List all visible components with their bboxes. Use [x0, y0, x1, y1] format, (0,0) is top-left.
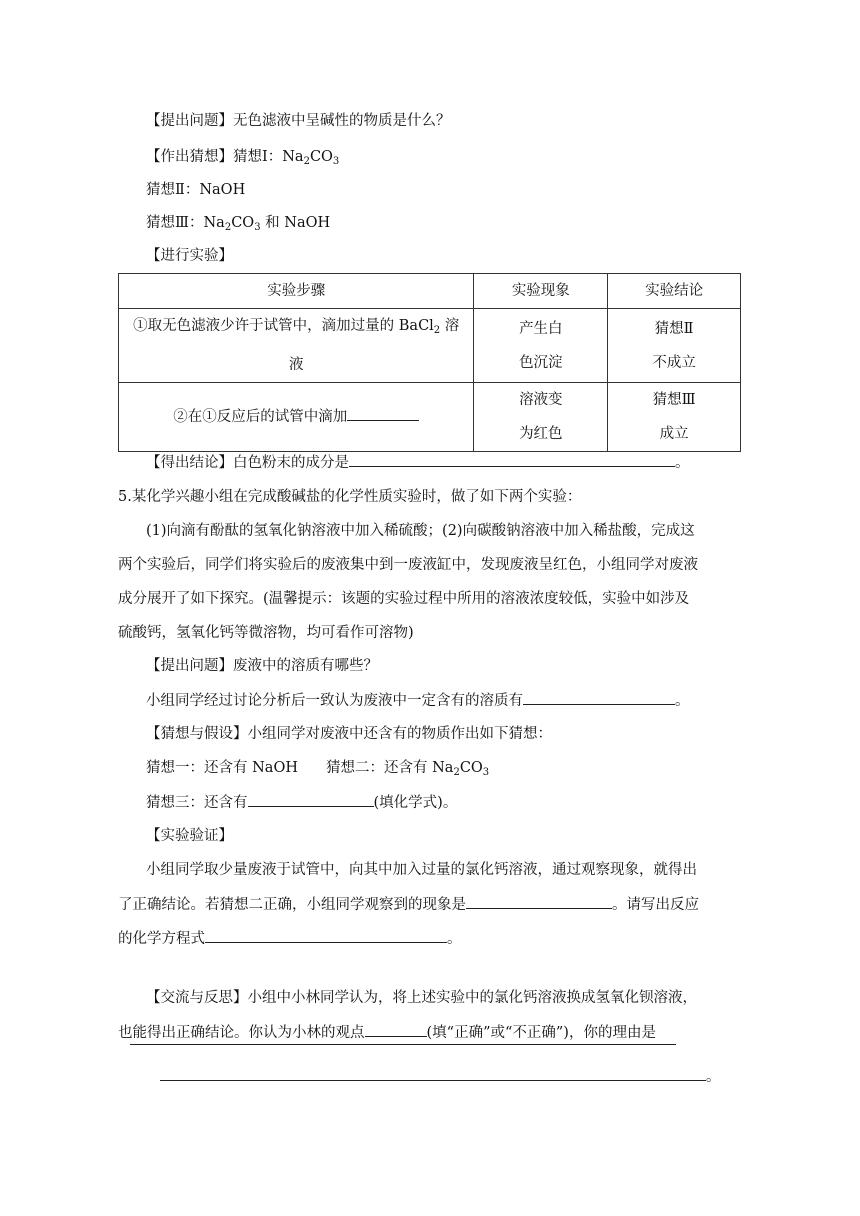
- answer-blank[interactable]: [523, 690, 675, 705]
- conclusion-label: 【得出结论】: [146, 455, 233, 471]
- final-answer-line: 。: [160, 1066, 721, 1087]
- table-row: [119, 383, 741, 452]
- conclusion-line: 【得出结论】白色粉末的成分是 。: [146, 452, 690, 473]
- guess-3: 猜想三：还含有 (填化学式)。: [146, 792, 457, 813]
- experiment-table: [118, 273, 741, 452]
- verify-label: 【实验验证】: [146, 828, 233, 844]
- header-conclusion: 实验结论: [608, 274, 741, 309]
- answer-blank[interactable]: [205, 928, 447, 943]
- question-label: 【提出问题】: [146, 113, 233, 129]
- answer-blank[interactable]: [248, 792, 374, 807]
- answer-blank[interactable]: [347, 406, 419, 421]
- header-step: 实验步骤: [119, 274, 474, 309]
- answer-blank[interactable]: [160, 1066, 706, 1081]
- row2-phenomenon: 溶液变 为红色: [474, 383, 608, 452]
- q5-line-4: 成分展开了如下探究。(温馨提示：该题的实验过程中所用的溶液浓度较低，实验中如涉及: [118, 591, 690, 607]
- answer-line[interactable]: [130, 1044, 676, 1045]
- q5-line-2: (1)向滴有酚酞的氢氧化钠溶液中加入稀硫酸；(2)向碳酸钠溶液中加入稀盐酸，完成这: [146, 523, 695, 539]
- q5-line-3: 两个实验后，同学们将实验后的废液集中到一废液缸中，发现废液呈红色，小组同学对废液: [118, 557, 698, 573]
- hypothesis-2: 猜想Ⅱ：NaOH: [146, 182, 246, 198]
- table-row: [119, 309, 741, 383]
- verify-line-3: 的化学方程式 。: [118, 928, 462, 949]
- table-header-row: [119, 274, 741, 309]
- discuss-line: 小组同学经过讨论分析后一致认为废液中一定含有的溶质有 。: [146, 690, 690, 711]
- answer-blank[interactable]: [466, 894, 612, 909]
- row2-conclusion: 猜想Ⅲ 成立: [608, 383, 741, 452]
- row1-step: ①取无色滤液少许于试管中，滴加过量的 BaCl$_2$ 溶 液: [119, 309, 474, 383]
- row2-step: ②在①反应后的试管中滴加: [119, 383, 474, 452]
- row1-conclusion: 猜想Ⅱ 不成立: [608, 309, 741, 383]
- question-text: 无色滤液中呈碱性的物质是什么？: [233, 113, 451, 129]
- header-phenomenon: 实验现象: [474, 274, 608, 309]
- hypothesis-label: 【作出猜想】: [146, 149, 233, 165]
- answer-blank[interactable]: [365, 1022, 427, 1037]
- reflect-line-1: 【交流与反思】小组中小林同学认为，将上述实验中的氯化钙溶液换成氢氧化钡溶液，: [146, 990, 697, 1006]
- question-line-1: [146, 111, 451, 131]
- q5-line-1: 5.某化学兴趣小组在完成酸碱盐的化学性质实验时，做了如下两个实验：: [118, 489, 582, 505]
- guess-line: 【猜想与假设】小组同学对废液中还含有的物质作出如下猜想：: [146, 726, 552, 742]
- answer-blank[interactable]: [349, 452, 675, 467]
- q5-line-5: 硫酸钙，氢氧化钙等微溶物，均可看作可溶物): [118, 625, 414, 641]
- verify-line-1: 小组同学取少量废液于试管中，向其中加入过量的氯化钙溶液，通过观察现象，就得出: [146, 862, 697, 878]
- row1-phenomenon: 产生白 色沉淀: [474, 309, 608, 383]
- hypothesis-line: 【作出猜想】猜想Ⅰ：$Na_2CO_3$: [146, 149, 340, 167]
- experiment-label: 【进行实验】: [146, 248, 233, 264]
- reflect-line-2: 也能得出正确结论。你认为小林的观点 (填“正确”或“不正确”)，你的理由是: [118, 1022, 656, 1043]
- verify-line-2: 了正确结论。若猜想二正确，小组同学观察到的现象是 。请写出反应: [118, 894, 699, 915]
- question-line-2: 【提出问题】废液中的溶质有哪些？: [146, 658, 378, 674]
- guess-1-2: 猜想一：还含有 NaOH 猜想二：还含有 $Na_2CO_3$: [146, 760, 490, 778]
- hypothesis-3: 猜想Ⅲ：$Na_2CO_3$ 和 NaOH: [146, 215, 331, 233]
